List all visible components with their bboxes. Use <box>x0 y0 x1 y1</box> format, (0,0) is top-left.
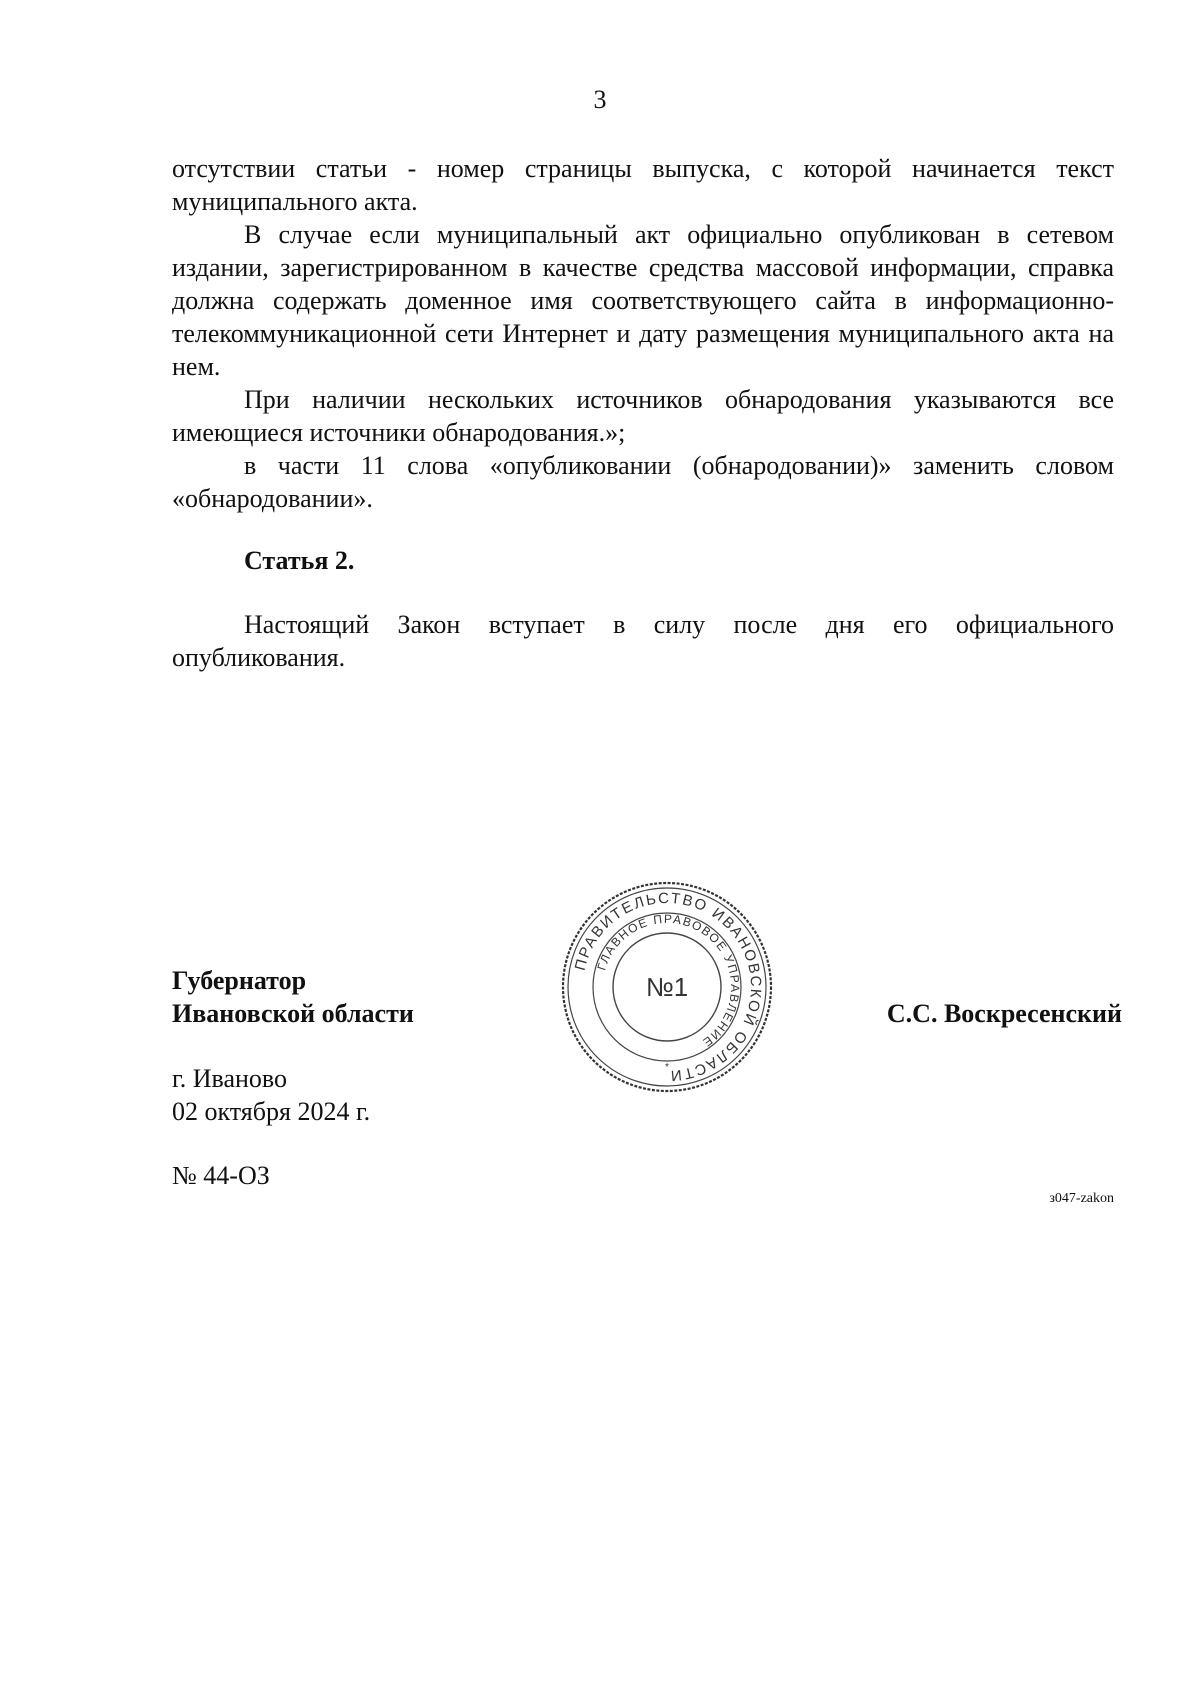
signatory-title-line1: Губернатор <box>172 966 307 995</box>
body-paragraph: В случае если муниципальный акт официально опубликован в сетевом издании, зарегистрированном в качестве средства массовой информации, справка должна содержать доменное имя соответствующего сайта в информационно-телекоммуникационной сети Интернет и дату размещения муниципального акта на нем. <box>172 220 1114 381</box>
article-paragraph: Настоящий Закон вступает в силу после дня его официального опубликования. <box>172 610 1114 672</box>
article-text <box>172 608 1114 674</box>
body-paragraph: отсутствии статьи - номер страницы выпуска, с которой начинается текст муниципального акта. <box>172 154 1114 216</box>
seal-center-text: №1 <box>645 972 689 1002</box>
page-number: 3 <box>593 85 607 114</box>
place-and-date <box>172 1062 370 1128</box>
article-heading: Статья 2. <box>244 546 355 575</box>
document-body <box>172 152 1114 515</box>
official-seal <box>560 880 774 1094</box>
seal-star-icon: * <box>665 1062 669 1073</box>
document-code: з047-zakon <box>1049 1191 1114 1206</box>
seal-inner-text: ГЛАВНОЕ ПРАВОВОЕ УПРАВЛЕНИЕ <box>594 911 743 1051</box>
body-paragraph: в части 11 слова «опубликовании (обнародовании)» заменить словом «обнародовании». <box>172 451 1114 513</box>
body-paragraph: При наличии нескольких источников обнародования указываются все имеющиеся источники обнародования.»; <box>172 385 1114 447</box>
signatory-name: С.С. Воскресенский <box>886 999 1122 1028</box>
seal-graphic <box>560 880 774 1094</box>
signatory-title <box>172 964 414 1030</box>
law-number: № 44-ОЗ <box>172 1161 270 1190</box>
seal-outer-text: ПРАВИТЕЛЬСТВО ИВАНОВСКОЙ ОБЛАСТИ <box>571 889 765 1085</box>
city: г. Иваново <box>172 1064 287 1093</box>
date: 02 октября 2024 г. <box>172 1097 371 1126</box>
signatory-title-line2: Ивановской области <box>172 999 414 1028</box>
